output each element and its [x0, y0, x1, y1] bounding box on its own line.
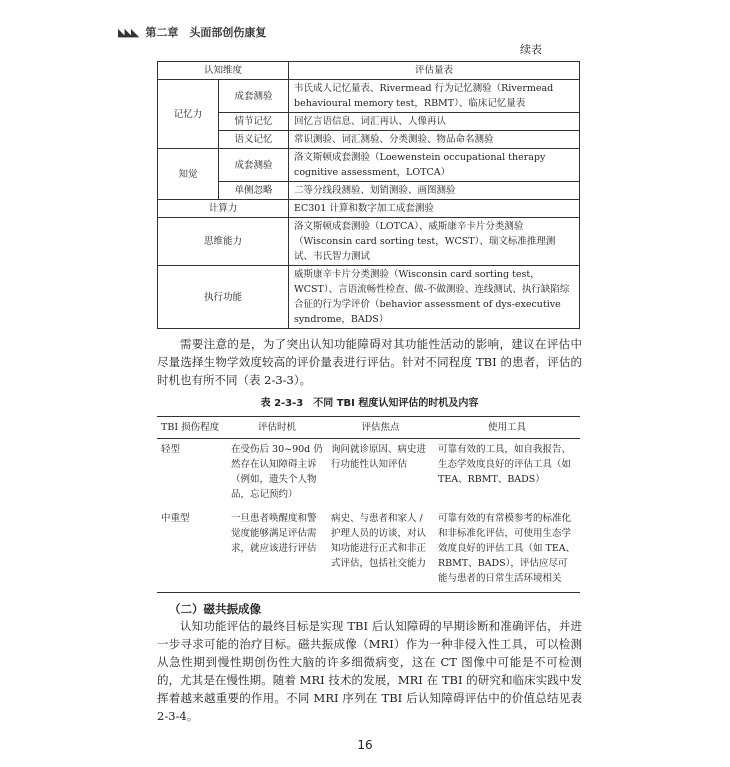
tools-cell: 可靠有效的有常模参考的标准化和非标准化评估，可使用生态学效度良好的评估工具（如 TEA、RBMT、BADS），评估应尽可能与患者的日常生活环境相关	[438, 513, 576, 584]
tools-cell: 韦氏成人记忆量表、Rivermead 行为记忆测验（Rivermead behavioural memory test，RBMT）、临床记忆量表	[289, 80, 580, 113]
group-cell: 执行功能	[158, 266, 289, 329]
body-paragraph: 认知功能评估的最终目标是实现 TBI 后认知障碍的早期诊断和准确评估，并进一步寻求可能的治疗目标。磁共振成像（MRI）作为一种非侵入性工具，可以检测从急性期到慢性期创伤性大脑的许多细微病变，这在 CT 图像中可能是不可检测的，尤其是在慢性期。随着 MRI 技术的发展，MRI 在 TBI 的研究和临床实践中发挥着越来越重要的作用。不同 MRI 序列在 TBI 后认知障碍评估中的价值总结见表 2-3-4。	[157, 619, 582, 723]
sub-cell: 成套测验	[219, 80, 289, 113]
severity-cell: 轻型	[161, 444, 181, 455]
focus-cell: 病史、与患者和家人 / 护理人员的访谈，对认知功能进行正式和非正式评估，包括社交能力	[331, 513, 427, 569]
tools-cell: 二等分线段测验、划销测验、画图测验	[289, 182, 580, 200]
section-heading: （二）磁共振成像	[169, 602, 261, 616]
table-row	[158, 149, 580, 182]
tbi-assessment-table	[157, 416, 580, 593]
body-paragraph: 需要注意的是，为了突出认知功能障碍对其功能性活动的影响，建议在评估中尽量选择生物学效度较高的评价量表进行评估。针对不同程度 TBI 的患者，评估的时机也有所不同（表 2-3-3）。	[157, 337, 582, 387]
group-cell: 知觉	[158, 149, 219, 200]
group-cell: 记忆力	[158, 80, 219, 149]
table-row	[157, 508, 580, 593]
chapter-title: 第二章 头面部创伤康复	[145, 26, 267, 39]
tools-cell: EC301 计算和数字加工成套测验	[289, 200, 580, 218]
sub-cell: 单侧忽略	[219, 182, 289, 200]
header-cell: 评估焦点	[327, 417, 434, 439]
header-cell: 评估时机	[227, 417, 327, 439]
table-caption: 表 2-3-3 不同 TBI 程度认知评估的时机及内容	[260, 398, 479, 409]
tools-cell: 回忆言语信息、词汇再认、人像再认	[289, 113, 580, 131]
continued-label: 续表	[520, 43, 542, 56]
tools-cell: 常识测验、词汇测验、分类测验、物品命名测验	[289, 131, 580, 149]
running-head	[118, 26, 582, 40]
table-row	[158, 80, 580, 113]
triangle-marker-icon: ◣◣◣	[118, 26, 138, 39]
sub-cell: 情节记忆	[219, 113, 289, 131]
timing-cell: 一旦患者唤醒度和警觉度能够满足评估需求，就应该进行评估	[231, 513, 317, 554]
table-row	[158, 218, 580, 266]
tools-cell: 可靠有效的工具，如自我报告、生态学效度良好的评估工具（如 TEA、RBMT、BADS）	[438, 444, 572, 485]
table-header-row	[157, 417, 580, 439]
sub-cell: 成套测验	[219, 149, 289, 182]
tools-cell: 洛文斯顿成套测验（LOTCA）、威斯康辛卡片分类测验（Wisconsin card sorting test，WCST）、瑞文标准推理测试、韦氏智力测试	[289, 218, 580, 266]
focus-cell: 询问就诊原因、病史进行功能性认知评估	[331, 444, 427, 470]
group-cell: 计算力	[158, 200, 289, 218]
timing-cell: 在受伤后 30~90d 仍然存在认知障碍主诉（例如，遗失个人物品，忘记预约）	[231, 444, 323, 500]
header-cell: 认知维度	[158, 62, 289, 80]
group-cell: 思维能力	[158, 218, 289, 266]
table-row	[157, 439, 580, 509]
table-row	[158, 266, 580, 329]
sub-cell: 语义记忆	[219, 131, 289, 149]
table-row	[158, 182, 580, 200]
severity-cell: 中重型	[161, 513, 190, 524]
header-cell: 评估量表	[289, 62, 580, 80]
table-header-row	[158, 62, 580, 80]
table-row	[158, 113, 580, 131]
page-number: 16	[357, 738, 373, 752]
cognitive-assessment-table	[157, 61, 580, 329]
header-cell: TBI 损伤程度	[157, 417, 227, 439]
tools-cell: 洛文斯顿成套测验（Loewenstein occupational therapy cognitive assessment，LOTCA）	[289, 149, 580, 182]
tools-cell: 威斯康辛卡片分类测验（Wisconsin card sorting test，WCST）、言语流畅性检查、做-不做测验、连线测试、执行缺陷综合征的行为学评价（behavior assessment of dys-executive syndrome，BADS）	[289, 266, 580, 329]
table-row	[158, 200, 580, 218]
table-row	[158, 131, 580, 149]
header-cell: 使用工具	[434, 417, 580, 439]
